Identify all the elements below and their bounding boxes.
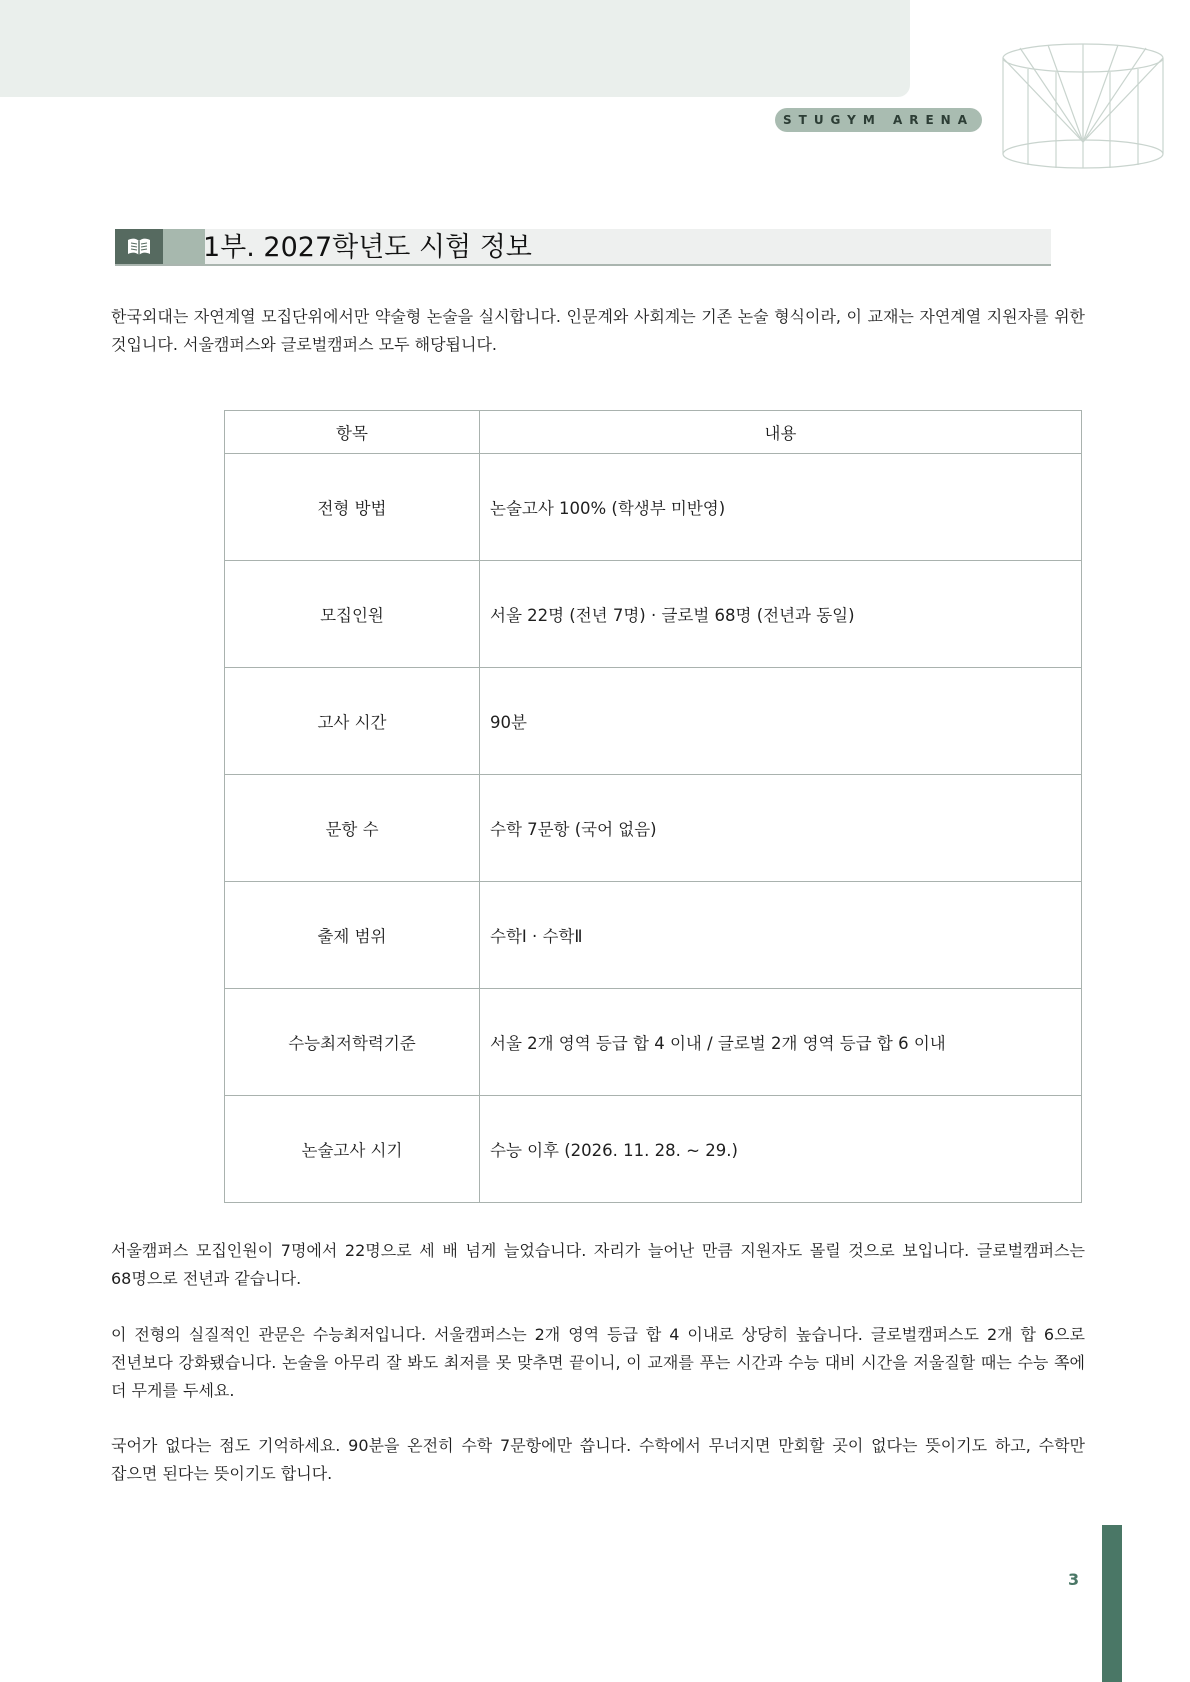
open-book-icon: [126, 237, 152, 257]
header-content: 내용: [480, 411, 1082, 454]
table-row: [225, 989, 1082, 1096]
header-band: [0, 0, 910, 97]
row-content: 수학Ⅰ · 수학Ⅱ: [480, 882, 1082, 989]
row-item: 출제 범위: [225, 882, 480, 989]
header-item: 항목: [225, 411, 480, 454]
row-content: 논술고사 100% (학생부 미반영): [480, 454, 1082, 561]
cone-logo-icon: [998, 38, 1168, 174]
side-accent-bar: [1102, 1525, 1122, 1682]
row-item: 문항 수: [225, 775, 480, 882]
section-icon-box: [115, 229, 163, 264]
table-row: [225, 882, 1082, 989]
row-item: 전형 방법: [225, 454, 480, 561]
exam-info-table: [224, 410, 1082, 1203]
row-content: 수학 7문항 (국어 없음): [480, 775, 1082, 882]
row-item: 수능최저학력기준: [225, 989, 480, 1096]
section-title: 1부. 2027학년도 시험 정보: [203, 232, 532, 263]
page-number: 3: [1068, 1570, 1080, 1589]
row-content: 서울 22명 (전년 7명) · 글로벌 68명 (전년과 동일): [480, 561, 1082, 668]
row-content: 수능 이후 (2026. 11. 28. ~ 29.): [480, 1096, 1082, 1203]
row-content: 서울 2개 영역 등급 합 4 이내 / 글로벌 2개 영역 등급 합 6 이내: [480, 989, 1082, 1096]
table-row: [225, 454, 1082, 561]
table-row: [225, 1096, 1082, 1203]
body-paragraph-2: 이 전형의 실질적인 관문은 수능최저입니다. 서울캠퍼스는 2개 영역 등급 합 4 이내로 상당히 높습니다. 글로벌캠퍼스도 2개 합 6으로 전년보다 강화됐습니다. 논술을 아무리 잘 봐도 최저를 못 맞추면 끝이니, 이 교재를 푸는 시간과 수능 대비 시간을 저울질할 때는 수능 쪽에 더 무게를 두세요.: [111, 1325, 1085, 1400]
row-item: 논술고사 시기: [225, 1096, 480, 1203]
row-content: 90분: [480, 668, 1082, 775]
body-paragraph-1: 서울캠퍼스 모집인원이 7명에서 22명으로 세 배 넘게 늘었습니다. 자리가 늘어난 만큼 지원자도 몰릴 것으로 보입니다. 글로벌캠퍼스는 68명으로 전년과 같습니다.: [111, 1241, 1085, 1288]
table-row: [225, 561, 1082, 668]
section-icon-accent: [163, 229, 205, 264]
table-header-row: [225, 411, 1082, 454]
intro-paragraph: 한국외대는 자연계열 모집단위에서만 약술형 논술을 실시합니다. 인문계와 사회계는 기존 논술 형식이라, 이 교재는 자연계열 지원자를 위한 것입니다. 서울캠퍼스와 글로벌캠퍼스 모두 해당됩니다.: [111, 307, 1085, 354]
table-row: [225, 775, 1082, 882]
brand-label: STUGYM ARENA: [775, 108, 982, 132]
table-row: [225, 668, 1082, 775]
body-paragraph-3: 국어가 없다는 점도 기억하세요. 90분을 온전히 수학 7문항에만 씁니다. 수학에서 무너지면 만회할 곳이 없다는 뜻이기도 하고, 수학만 잡으면 된다는 뜻이기도 합니다.: [111, 1436, 1085, 1483]
row-item: 고사 시간: [225, 668, 480, 775]
row-item: 모집인원: [225, 561, 480, 668]
section-header: [115, 229, 1051, 266]
